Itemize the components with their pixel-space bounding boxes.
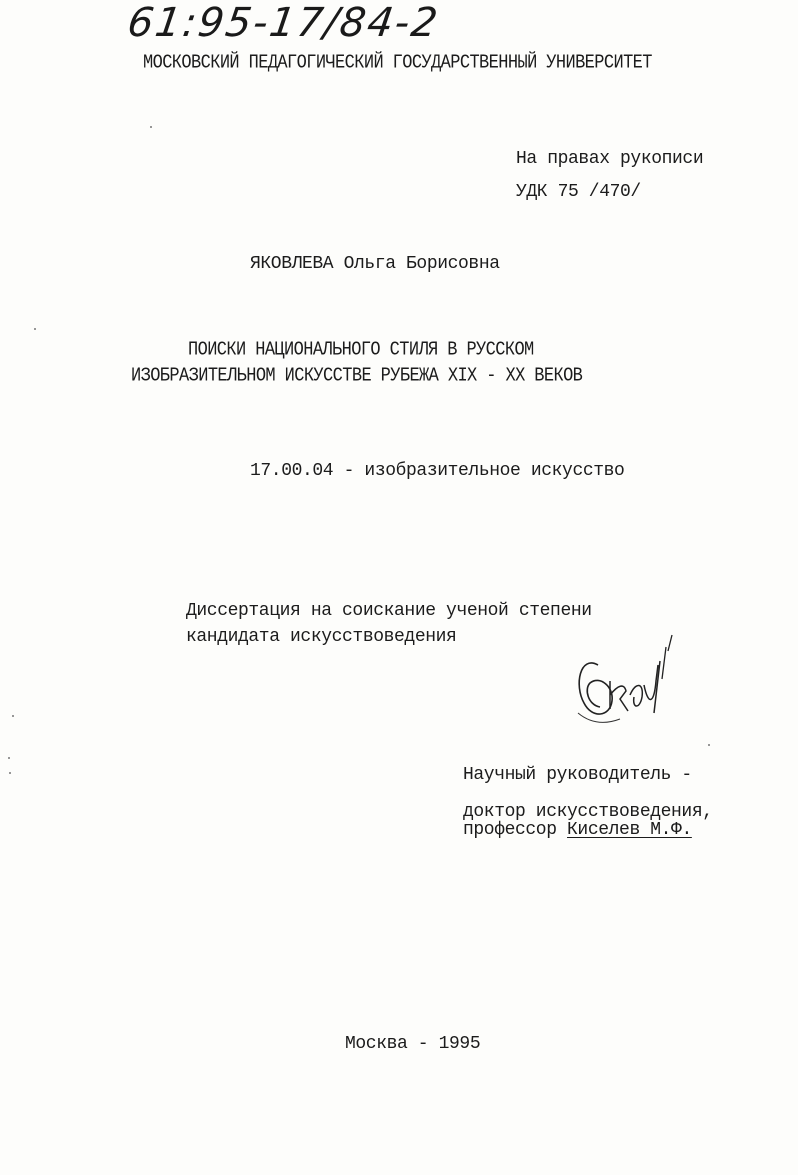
rights-note: На правах рукописи xyxy=(516,149,704,169)
city-year: Москва - 1995 xyxy=(345,1034,481,1054)
thesis-title-line-2: ИЗОБРАЗИТЕЛЬНОМ ИСКУССТВЕ РУБЕЖА XIX - XX ВЕКОВ xyxy=(131,365,583,388)
supervisor-rank: доктор искусствоведения, xyxy=(463,802,713,822)
supervisor-title-row xyxy=(463,821,692,839)
supervisor-name: Киселев М.Ф. xyxy=(567,820,692,840)
specialty-code: 17.00.04 - изобразительное искусство xyxy=(250,461,625,481)
signature-image xyxy=(570,625,690,730)
degree-line-2: кандидата искусствоведения xyxy=(186,627,457,647)
thesis-title-line-1: ПОИСКИ НАЦИОНАЛЬНОГО СТИЛЯ В РУССКОМ xyxy=(188,339,534,362)
author-name: ЯКОВЛЕВА Ольга Борисовна xyxy=(250,254,500,274)
supervisor-title-prefix: профессор xyxy=(463,820,568,840)
degree-line-1: Диссертация на соискание ученой степени xyxy=(186,601,592,621)
university-name: МОСКОВСКИЙ ПЕДАГОГИЧЕСКИЙ ГОСУДАРСТВЕННЫЙ УНИВЕРСИТЕТ xyxy=(143,52,652,75)
supervisor-label: Научный руководитель - xyxy=(463,765,692,785)
udk-code: УДК 75 /470/ xyxy=(516,182,641,202)
archive-number-handwritten: 61:95-17/84-2 xyxy=(124,0,443,46)
